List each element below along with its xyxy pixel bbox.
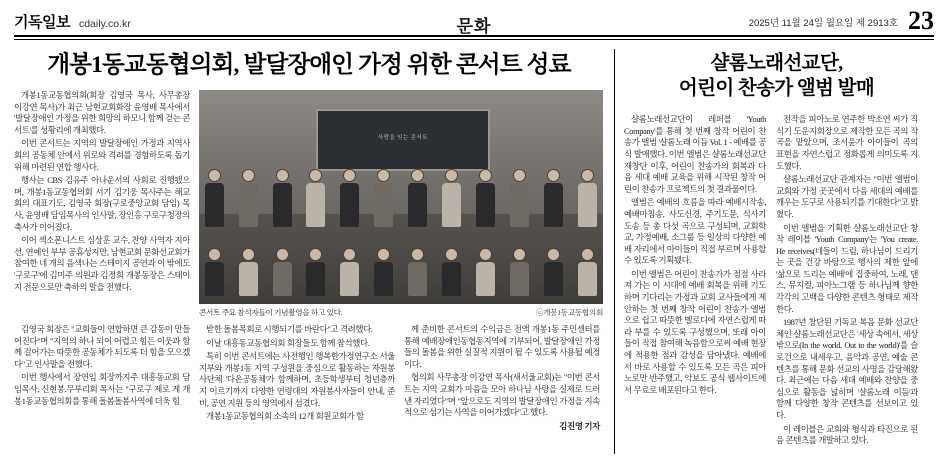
- paragraph: 샬롬노래선교단 관계자는 "이번 앨범이 교회와 가정 곳곳에서 다음 세대의 예배를 깨우는 도구로 사용되기를 기대한다"고 밝혔다.: [776, 175, 918, 219]
- right-article: [624, 49, 929, 454]
- paragraph: 이번 행사에서 장연임 회장까지주 대흥동교회 담임목사, 신현봉.무부리회 목사는 "구로구 제로 게 개봉1동교동협의회를 통해 돌봄돌봄사역에 더욱 힘: [14, 373, 190, 406]
- paragraph: 앨범은 예배의 흐름을 따라 예배시작송, 예배마침송, 사도신경, 주기도문, 식사기도송 등 총 다섯 곡으로 구성되며, 교회학교, 가정예배, 소그룹 등 일상의 다양한 예배 자리에서 아이들이 직접 부르며 사용할 수 있도록 기획됐다.: [624, 198, 766, 266]
- paragraph: 이 레이블은 교회와 형식과 타진으로 된 음 콘텐츠를 개발하고 있다.: [776, 424, 918, 446]
- photo-person: [407, 169, 429, 227]
- paragraph: 이날 대흥동교동협의회 회장들도 함께 참석했다.: [206, 338, 370, 348]
- masthead-rule-thick: [14, 35, 934, 37]
- photo-person: [441, 248, 463, 296]
- photo-caption: 콘서트 주요 참석자들이 기념촬영을 하고 있다.: [199, 308, 343, 318]
- photo-people-back-row: [203, 169, 599, 227]
- paragraph: 개봉1동교동협의회(회장 김영국 목사, 사무총장 이강연 목사)가 최근 남현교회화장 윤영배 목사에서 '발달장애인 가정을 위한 희망의 하모니 함께 걷는 콘서트'를 성황리에 개최했다.: [14, 91, 190, 135]
- left-article-column-1-lower: [14, 324, 190, 432]
- masthead-left: [14, 11, 131, 32]
- newspaper-logo: 기독일보: [14, 15, 70, 32]
- column-divider: [614, 49, 615, 454]
- paragraph: 행사는 CBS 김유주 아나운서의 사회로 진행됐으며, 개봉1동교동협의회 서기 김기웅 목사주는 해교회의 대표기도, 김영국 회장(구로중앙교회 담임) 목사, 윤영배 담임목사의 인사말, 장인홍 구로구청장의 축사가 이어졌다.: [14, 176, 190, 232]
- paragraph: 받한 돌봄목회로 시행되기를 바란다"고 격려했다.: [206, 325, 373, 335]
- paragraph: 김영국 회장은 "교회들이 연합하면 큰 감동이 만들어진다"며 "지역의 하나 되어 어렵고 힘든 이웃과 함께 걸어가는 따뜻한 공동체가 되도록 더 힘을 모으겠다"고 인사말을 전했다.: [14, 325, 190, 369]
- photo-person: [203, 169, 225, 227]
- left-article-bottom: [14, 324, 604, 432]
- right-article-columns: [624, 114, 929, 449]
- article-photo-area: [199, 90, 603, 318]
- masthead: [14, 0, 934, 35]
- photo-person: [509, 169, 531, 227]
- photo-person: [407, 248, 429, 296]
- left-article: [14, 49, 614, 454]
- section-title: 문화: [456, 17, 492, 36]
- photo-person: [509, 248, 531, 296]
- paragraph: 이번 콘서트는 지역의 발달장애인 가정과 지역사회의 공동체 안에서 위로와 격려를 경험하도록 돕기 위해 마련된 연합 행사다.: [14, 139, 190, 172]
- issue-date: 2025년 11월 24일 월요일 제 2913호: [748, 18, 898, 30]
- right-article-column-1: [624, 114, 766, 449]
- photo-people-front-row: [203, 248, 599, 296]
- paragraph: 전작을 피아노로 연주한 박소연 씨가 직식기 도운지회장으로 제작한 모든 곡의 작곡을 맡았으며, 조서윤가 아이들이 곡의 표현을 자연스럽고 정화롭게 의미도록 지도했다.: [776, 115, 918, 171]
- photo-person: [339, 248, 361, 296]
- paragraph: 께 준비한 콘서트의 수익금은 전액 개봉1동 주민센터를 통해 예배장애인동협동지역에 기부되어, 발달장애인 가정들의 돌봄을 위한 실질적 지원이 될 수 있도록 사용될 예정이다.: [404, 325, 600, 369]
- article-photo: [199, 90, 603, 304]
- photo-person: [577, 248, 599, 296]
- paragraph: 특히 이번 콘서트에는 사전행인 행복한가정연구소 서울지부와 개봉1동 지역 구성원을 중심으로 활동하는 자원봉사단체 '다온공동체'가 함께하며, 초등학생부터 청년층까지 이르기까지 다양한 연령대의 자원봉사자들이 안내, 준비, 공연 지원 등의 영역에서 섬겼다.: [199, 352, 395, 408]
- left-article-column-3-lower: [404, 324, 600, 432]
- paragraph: 협의회 사무총장 이강연 목사(새서울교회)는 "이번 콘서트는 지역 교회가 마음을 모아 하나님 사랑을 실제로 드러낸 자리였다"며 "앞으로도 지역의 발달장애인 가정을 지속적으로 섬기는 사역을 이어가겠다"고 했다.: [404, 373, 600, 418]
- right-article-headline-line1: 샬롬노래선교단,: [710, 52, 843, 74]
- photo-person: [305, 248, 327, 296]
- left-article-top: [14, 90, 604, 318]
- paragraph: 1987년 창단된 기독교 복음 문화 선교단체인 샬롬노래선교단은 '세상 속에서, 세상 밖으로(In the world. Out to the world)'를 슬로건으로 내세우고, 음악과 공연, 예술 콘텐츠를 통해 문화 선교의 사명을 감당해왔다. 최근에는 다음 세대 예배와 찬양을 중심으로 활동을 넓히며 '샬롬노래 이듬'과 함께 다양한 창작 콘텐츠를 선보이고 있다.: [776, 318, 918, 420]
- left-article-byline: 김진영 기자: [559, 421, 600, 431]
- paragraph: 이번 앨범은 어린이 찬송가가 점점 사라져 가는 이 시대에 예배 회복을 위해 기도하며 기다리는 가정과 교회 교사들에게 제안하는 첫 번째 창작 어린이 찬송가 앨범으로 쉽고 따뜻한 멜로디에 자연스럽게 따라 부를 수 있도록 구성했으며, 또래 아이들이 직접 참여해 녹음함으로써 예배 현장에 적용한 점과 감성을 담아냈다. 예배에서 바로 사용할 수 있도록 모든 곡은 피아노로만 반주했고, 악보도 공식 웹사이트에서 무료로 배포된다고 한다.: [624, 269, 766, 395]
- page-number: 23: [908, 6, 934, 35]
- photo-person: [475, 248, 497, 296]
- paragraph: 개봉1동교동협의회 소속의 12개 회원교회가 함: [206, 412, 364, 422]
- photo-person: [373, 169, 395, 227]
- left-article-column-1: [14, 90, 190, 318]
- photo-person: [543, 248, 565, 296]
- photo-stage-screen: [316, 109, 490, 171]
- photo-person: [203, 248, 225, 296]
- photo-person: [237, 169, 259, 227]
- paragraph: 이번 앨범을 기획한 샬롬노래선교단 창작 레이블 'Youth Company'는 'You create. He receives(네들이 드림, 하나님이 드리기는 곳을 건강 바탕으로 행사의 제한 앞에 '삶으로 드리는 예배'에 집중하여, 노래, 댄스, 뮤지컬, 피아노그램 등 하나님께 향한 각각의 고백을 다양한 콘텐츠 형태로 제작한다.: [776, 223, 918, 314]
- right-article-headline-line2: 어린이 찬송가 앨범 발매: [678, 78, 875, 100]
- photo-person: [441, 169, 463, 227]
- masthead-rule-thin: [14, 39, 934, 40]
- photo-credit: ⓒ개봉1동교동협의회: [535, 308, 603, 318]
- left-article-headline: 개봉1동교동협의회, 발달장애인 가정 위한 콘서트 성료: [47, 51, 571, 78]
- paragraph: 샬롬노래선교단이 레퍼블 'Youth Company'를 통해 첫 번째 창작 어린이 찬송가 앨범 '샬롬노래 이듬 Vol. 1 - 예배를 공식 발매했다. 이번 앨범은 샬롬노래선교단 재창단 이후, 어린이 찬송가의 회복과 다음 세대 예배 교육을 위해 시작된 창작 어린이 찬송가 프로젝트의 첫 결과물이다.: [624, 115, 766, 194]
- photo-person: [237, 248, 259, 296]
- photo-person: [271, 248, 293, 296]
- photo-person: [271, 169, 293, 227]
- newspaper-url[interactable]: cdaily.co.kr: [78, 18, 131, 31]
- left-article-column-2-lower: [199, 324, 395, 432]
- photo-screen-text: 사랑을 잇는 콘서트: [377, 135, 429, 142]
- photo-person: [577, 169, 599, 227]
- paragraph: 이어 섹소폰니스트 심상훈 교수, 찬양 사역자 지아선, 연예인 부부 공휴성지만, 남현교회 문화선교회가 참여한 네 개의 음색나는 스테이지 공연과 이 밖에도 '구로구'에 김미주 의원과 김정희 개봉동장은 스태이지 전문으로만 축하의 말을 전했다.: [14, 236, 190, 292]
- right-article-column-2: [776, 114, 918, 449]
- masthead-right: [748, 6, 934, 35]
- photo-person: [475, 169, 497, 227]
- photo-person: [339, 169, 361, 227]
- right-article-headline: [624, 51, 929, 102]
- page-content: [14, 49, 934, 454]
- photo-person: [305, 169, 327, 227]
- photo-person: [373, 248, 395, 296]
- photo-person: [543, 169, 565, 227]
- photo-caption-row: [199, 307, 603, 318]
